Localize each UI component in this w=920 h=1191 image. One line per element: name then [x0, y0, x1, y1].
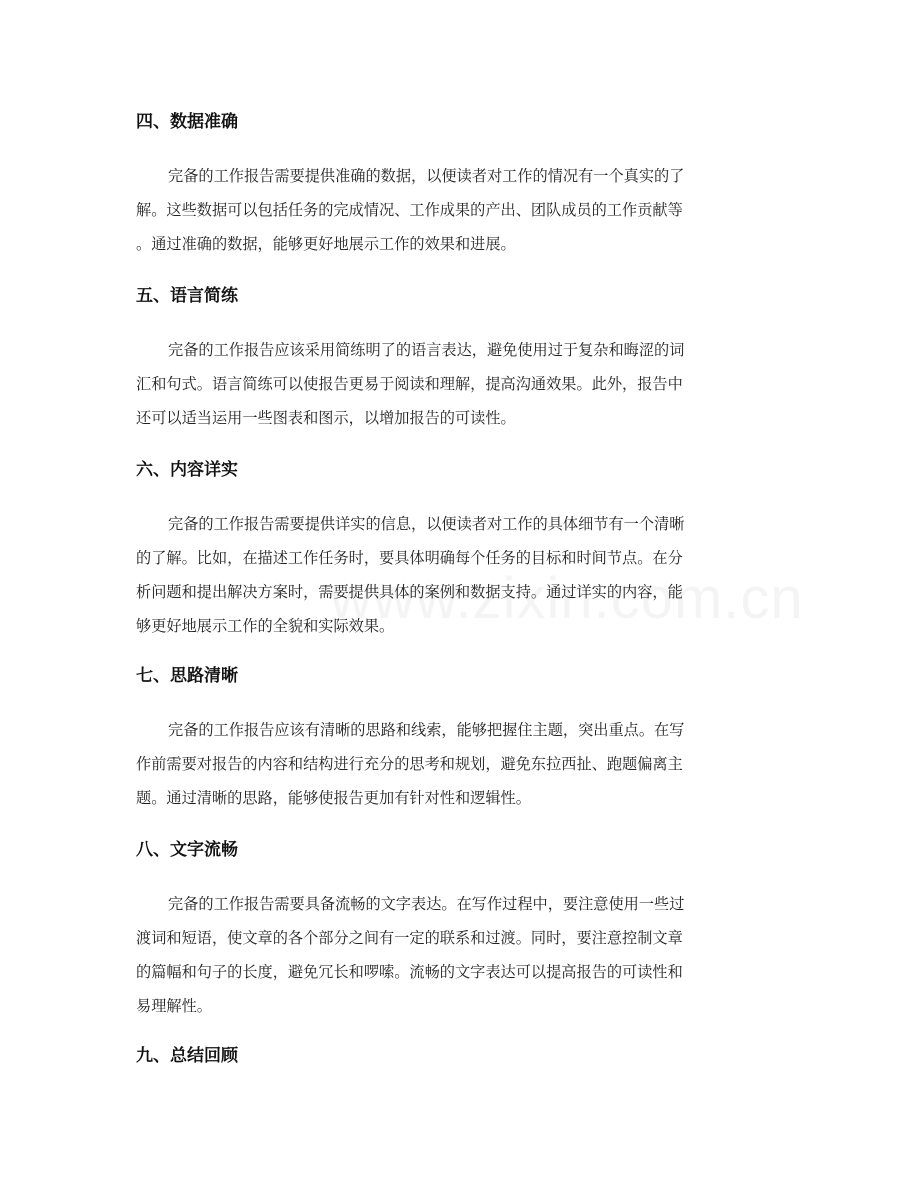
section-paragraph	[136, 507, 786, 643]
section-heading: 四、数据准确	[136, 112, 238, 132]
paragraph-line: 完备的工作报告需要具备流畅的文字表达。在写作过程中，要注意使用一些过	[168, 895, 685, 913]
section-paragraph	[136, 159, 786, 261]
paragraph-line: 的篇幅和句子的长度，避免冗长和啰嗦。流畅的文字表达可以提高报告的可读性和	[136, 963, 683, 981]
paragraph-line: 完备的工作报告应该采用简练明了的语言表达，避免使用过于复杂和晦涩的词	[168, 341, 685, 359]
paragraph-line: 够更好地展示工作的全貌和实际效果。	[136, 617, 395, 635]
section-clear-thinking	[136, 664, 786, 815]
paragraph-line: 完备的工作报告应该有清晰的思路和线索，能够把握住主题，突出重点。在写	[168, 721, 685, 739]
section-paragraph	[136, 713, 786, 815]
paragraph-line: 汇和句式。语言简练可以使报告更易于阅读和理解，提高沟通效果。此外，报告中	[136, 375, 683, 393]
section-paragraph	[136, 887, 786, 1023]
section-heading: 六、内容详实	[136, 460, 238, 480]
paragraph-line: 的了解。比如，在描述工作任务时，要具体明确每个任务的目标和时间节点。在分	[136, 549, 683, 567]
section-summary-review	[136, 1044, 786, 1068]
paragraph-line: 析问题和提出解决方案时，需要提供具体的案例和数据支持。通过详实的内容，能	[136, 583, 683, 601]
paragraph-line: 渡词和短语，使文章的各个部分之间有一定的联系和过渡。同时，要注意控制文章	[136, 929, 683, 947]
section-detailed-content	[136, 458, 786, 643]
section-paragraph	[136, 333, 786, 435]
section-data-accuracy	[136, 110, 786, 261]
paragraph-line: 完备的工作报告需要提供详实的信息，以便读者对工作的具体细节有一个清晰	[168, 515, 685, 533]
section-heading: 五、语言简练	[136, 286, 238, 306]
section-heading: 七、思路清晰	[136, 666, 238, 686]
paragraph-line: 易理解性。	[136, 997, 212, 1015]
section-heading: 八、文字流畅	[136, 840, 238, 860]
section-fluent-writing	[136, 838, 786, 1023]
paragraph-line: 题。通过清晰的思路，能够使报告更加有针对性和逻辑性。	[136, 789, 531, 807]
paragraph-line: 解。这些数据可以包括任务的完成情况、工作成果的产出、团队成员的工作贡献等	[136, 201, 683, 219]
paragraph-line: 完备的工作报告需要提供准确的数据，以便读者对工作的情况有一个真实的了	[168, 167, 685, 185]
paragraph-line: 作前需要对报告的内容和结构进行充分的思考和规划，避免东拉西扯、跑题偏离主	[136, 755, 683, 773]
section-heading: 九、总结回顾	[136, 1046, 238, 1066]
paragraph-line: 还可以适当运用一些图表和图示，以增加报告的可读性。	[136, 409, 516, 427]
section-concise-language	[136, 284, 786, 435]
paragraph-line: 。通过准确的数据，能够更好地展示工作的效果和进展。	[136, 235, 516, 253]
